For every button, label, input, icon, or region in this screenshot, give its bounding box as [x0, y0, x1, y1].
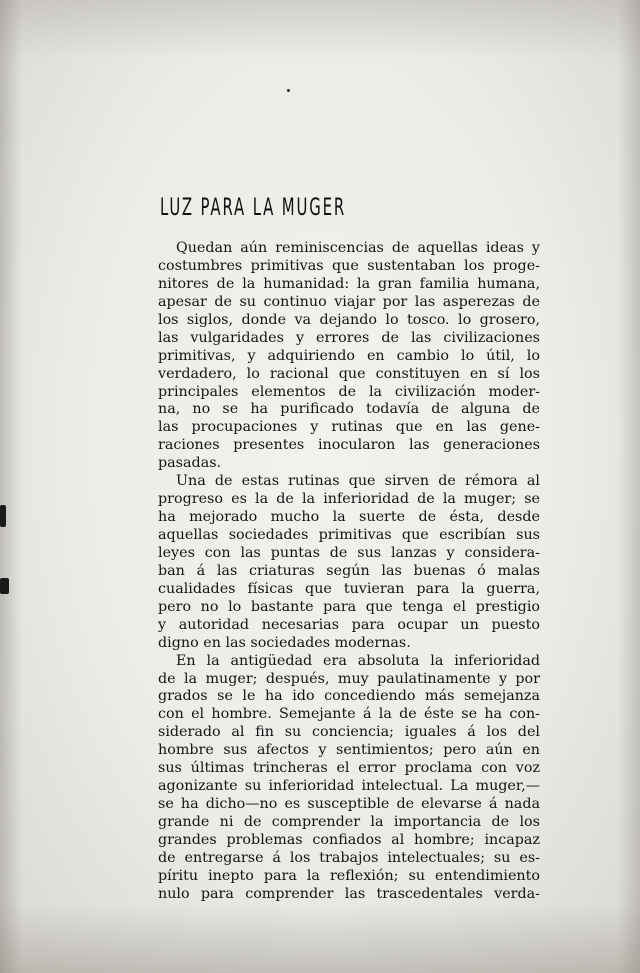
text-line: siderado al fin su conciencia; iguales á los del [158, 724, 540, 741]
text-line: ha mejorado mucho la suerte de ésta, desde [158, 509, 540, 526]
text-line: raciones presentes inocularon las generaciones [158, 437, 540, 454]
text-line: pero no lo bastante para que tenga el prestigio [158, 598, 540, 615]
page-shadow-left [0, 0, 22, 973]
text-line: Quedan aún reminiscencias de aquellas ideas y [176, 240, 540, 256]
text-line: nulo para comprender las trascedentales verda- [158, 885, 540, 902]
text-line: grande ni de comprender la importancia de los [158, 814, 540, 830]
text-line: se ha dicho—no es susceptible de elevarse á nada [158, 796, 540, 813]
page-shadow-right [618, 0, 640, 973]
text-line: grandes problemas confiados al hombre; incapaz [158, 831, 540, 848]
ink-speck [287, 89, 290, 92]
text-line: na, no se ha purificado todavía de alguna de [158, 401, 540, 418]
text-line: y autoridad necesarias para ocupar un puesto [158, 616, 540, 633]
text-line: verdadero, lo racional que constituyen en sí los [158, 365, 540, 382]
binding-mark-upper [0, 505, 6, 527]
text-line: progreso es la de la inferioridad de la muger; se [158, 491, 540, 508]
text-line: con el hombre. Semejante á la de éste se ha con- [158, 706, 540, 723]
text-line: las procupaciones y rutinas que en las gene- [158, 419, 540, 436]
text-line: pasadas. [158, 455, 222, 472]
text-line: leyes con las puntas de sus lanzas y considera- [158, 544, 540, 561]
text-line: cualidades físicas que tuvieran para la guerra, [158, 580, 540, 597]
page-shadow-bottom [0, 903, 640, 973]
text-line: hombre sus afectos y sentimientos; pero aún en [158, 742, 540, 759]
text-line: agonizante su inferioridad intelectual. La muger,— [158, 778, 540, 795]
text-line: píritu inepto para la reflexión; su entendimiento [158, 867, 540, 884]
text-line: ban á las criaturas según las buenas ó malas [158, 562, 540, 579]
text-line: Una de estas rutinas que sirven de rémora al [176, 473, 540, 490]
text-line: apesar de su continuo viajar por las asperezas de [158, 293, 540, 310]
text-line: sus últimas trincheras el error proclama con voz [158, 760, 540, 777]
text-line: de la muger; después, muy paulatinamente y por [158, 670, 540, 687]
text-line: primitivas, y adquiriendo en cambio lo útil, lo [158, 347, 540, 364]
text-line: aquellas sociedades primitivas que escribían sus [158, 527, 540, 543]
text-line: de entregarse á los trabajos intelectuales; su es- [158, 849, 540, 866]
text-line: las vulgaridades y errores de las civilizaciones [158, 329, 540, 346]
body-text [158, 240, 540, 904]
binding-mark-lower [0, 578, 9, 594]
page-title: LUZ PARA LA MUGER [160, 193, 347, 221]
text-line: grados se le ha ido concediendo más semejanza [158, 688, 540, 705]
text-line: principales elementos de la civilización moder- [158, 383, 540, 400]
text-line: los siglos, donde va dejando lo tosco. lo grosero, [158, 311, 540, 328]
text-line: costumbres primitivas que sustentaban los proge- [158, 257, 540, 274]
text-line: nitores de la humanidad: la gran familia humana, [158, 275, 540, 292]
text-line: digno en las sociedades modernas. [158, 634, 411, 651]
page-shadow-top [0, 0, 640, 60]
text-line: En la antigüedad era absoluta la inferioridad [176, 652, 540, 669]
